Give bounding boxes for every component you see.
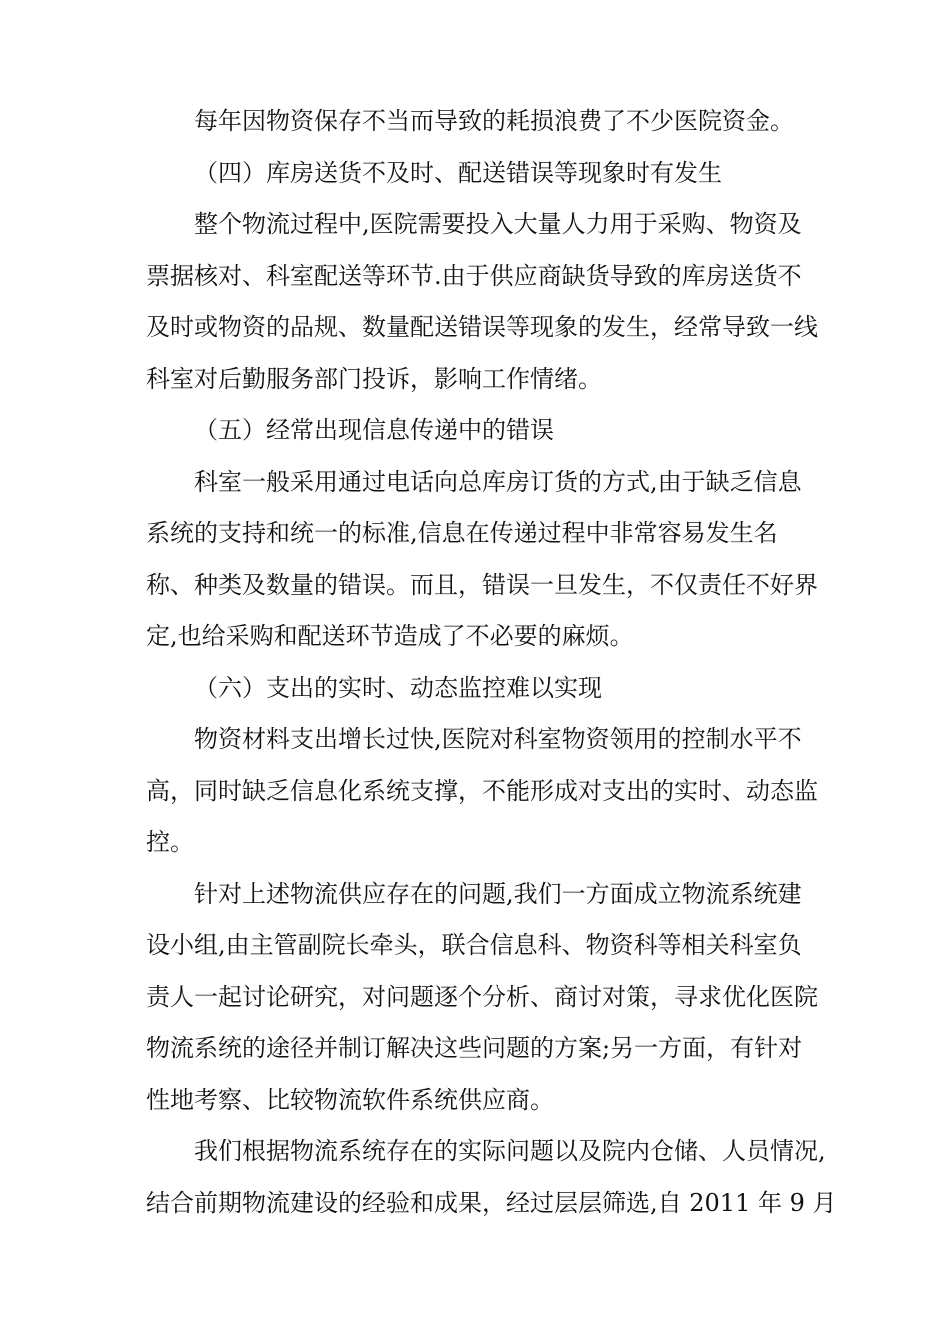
paragraph-line: 科室对后勤服务部门投诉，影响工作情绪。 xyxy=(146,364,602,393)
paragraph-line: 设小组,由主管副院长牵头，联合信息科、物资科等相关科室负 xyxy=(146,931,802,959)
body-text xyxy=(146,100,837,1233)
paragraph-line: 物流系统的途径并制订解决这些问题的方案;另一方面，有针对 xyxy=(146,1034,803,1062)
paragraph-line: 针对上述物流供应存在的问题,我们一方面成立物流系统建 xyxy=(194,879,802,908)
paragraph-line: 系统的支持和统一的标准,信息在传递过程中非常容易发生名 xyxy=(146,519,778,547)
section-heading-5: （五）经常出现信息传递中的错误 xyxy=(194,416,554,444)
paragraph-line: 称、种类及数量的错误。而且，错误一旦发生，不仅责任不好界 xyxy=(146,570,818,599)
paragraph-line: 我们根据物流系统存在的实际问题以及院内仓储、人员情况, xyxy=(194,1137,826,1165)
paragraph-line: 票据核对、科室配送等环节.由于供应商缺货导致的库房送货不 xyxy=(146,261,802,290)
paragraph-line: 物资材料支出增长过快,医院对科室物资领用的控制水平不 xyxy=(194,725,802,753)
paragraph-line: 定,也给采购和配送环节造成了不必要的麻烦。 xyxy=(146,622,634,650)
paragraph-line: 性地考察、比较物流软件系统供应商。 xyxy=(146,1085,554,1114)
paragraph-line: 每年因物资保存不当而导致的耗损浪费了不少医院资金。 xyxy=(194,107,794,135)
section-heading-4: （四）库房送货不及时、配送错误等现象时有发生 xyxy=(194,158,722,187)
section-heading-6: （六）支出的实时、动态监控难以实现 xyxy=(194,673,602,702)
paragraph-line: 及时或物资的品规、数量配送错误等现象的发生，经常导致一线 xyxy=(146,313,818,341)
paragraph-line: 结合前期物流建设的经验和成果，经过层层筛选,自 2011 年 9 月 xyxy=(146,1188,837,1217)
paragraph-line: 整个物流过程中,医院需要投入大量人力用于采购、物资及 xyxy=(194,210,802,238)
paragraph-line: 科室一般采用通过电话向总库房订货的方式,由于缺乏信息 xyxy=(194,467,802,496)
paragraph-line: 控。 xyxy=(146,828,194,856)
paragraph-line: 高，同时缺乏信息化系统支撑，不能形成对支出的实时、动态监 xyxy=(146,776,818,805)
paragraph-line: 责人一起讨论研究，对问题逐个分析、商讨对策，寻求优化医院 xyxy=(146,982,818,1011)
